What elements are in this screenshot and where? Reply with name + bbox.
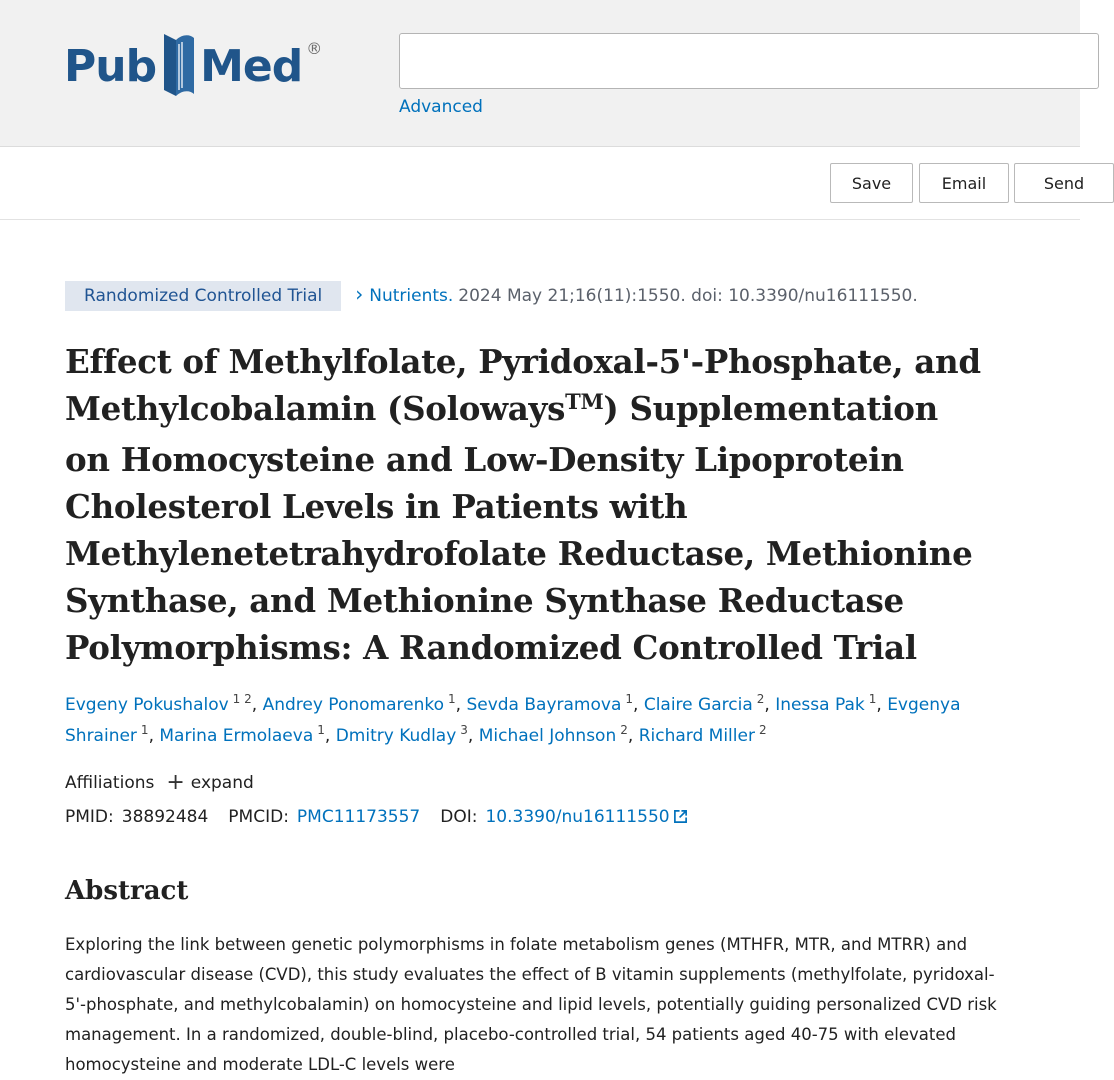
author-link[interactable]: Dmitry Kudlay: [335, 726, 457, 746]
pmid-value: 38892484: [121, 807, 209, 827]
logo-wordmark: [64, 30, 321, 102]
author-link[interactable]: Marina Ermolaeva: [159, 726, 314, 746]
email-button[interactable]: Email: [919, 163, 1009, 203]
author-link[interactable]: Claire Garcia: [643, 695, 753, 715]
pmcid-label: PMCID:: [228, 807, 289, 827]
abstract-text: Exploring the link between genetic polymorphisms in folate metabolism genes (MTHFR, MTR, and MTRR) and cardiovascular disease (CVD), this study evaluates the effect of B vitamin supplements (methylfolate, pyridoxal-5'-phosphate, and methylcobalamin) on homocysteine and lipid levels, potentially guiding personalized CVD risk management. In a randomized, double-blind, placebo-controlled trial, 54 patients aged 40-75 with elevated homocysteine and moderate LDL-C levels were: [65, 935, 997, 1074]
doi-label: DOI:: [440, 807, 478, 827]
save-button[interactable]: Save: [830, 163, 913, 203]
author-separator: ,: [627, 726, 634, 746]
authors-list: [65, 690, 1025, 752]
author-separator: ,: [324, 726, 331, 746]
title-part-2: ) Supplementation on Homocysteine and Low-Density Lipoprotein Cholesterol Levels in Patients with Methylenetetrahydrofolate Reductase, Methionine Synthase, and Methionine Synthase Reductase Polymorphisms: A Randomized Controlled Trial: [65, 389, 973, 667]
affiliation-number[interactable]: 2: [758, 723, 767, 737]
book-icon: [158, 30, 198, 102]
affiliation-number[interactable]: 1: [868, 692, 877, 706]
affiliation-number[interactable]: 1: [448, 692, 456, 706]
logo-text-med: Med: [200, 40, 303, 92]
author-separator: ,: [148, 726, 154, 746]
abstract-heading: Abstract: [65, 876, 189, 906]
article-title: [65, 338, 985, 671]
citation-details: 2024 May 21;16(11):1550. doi: 10.3390/nu16111550.: [458, 286, 918, 306]
author-link[interactable]: Evgeny Pokushalov: [65, 695, 229, 715]
journal-link[interactable]: Nutrients.: [369, 286, 454, 306]
chevron-right-icon[interactable]: ›: [355, 282, 364, 306]
publication-type-badge[interactable]: Randomized Controlled Trial: [65, 281, 341, 311]
affiliation-number[interactable]: 1: [625, 692, 634, 706]
citation-row: [65, 281, 918, 311]
author-link[interactable]: Inessa Pak: [775, 695, 865, 715]
author-link[interactable]: Michael Johnson: [478, 726, 617, 746]
plus-icon: +: [166, 770, 185, 795]
registered-mark: ®: [306, 38, 322, 58]
pubmed-logo[interactable]: [64, 26, 321, 106]
affiliations-label: Affiliations: [65, 773, 155, 793]
doi-link[interactable]: [485, 807, 687, 827]
author-separator: ,: [876, 695, 882, 715]
title-part-1: Effect of Methylfolate, Pyridoxal-5'-Phosphate, and Methylcobalamin (Soloways: [65, 342, 981, 428]
author-separator: ,: [467, 726, 474, 746]
site-header: [0, 0, 1080, 147]
affiliation-number[interactable]: 3: [460, 723, 468, 737]
affiliation-number[interactable]: 1 2: [232, 692, 252, 706]
author-separator: ,: [764, 695, 770, 715]
author-separator: ,: [251, 695, 258, 715]
trademark-superscript: TM: [565, 389, 604, 414]
identifiers-row: [65, 807, 688, 827]
search-input[interactable]: [399, 33, 1099, 89]
doi-value: 10.3390/nu16111550: [485, 807, 670, 827]
author-separator: ,: [633, 695, 639, 715]
author-link[interactable]: Richard Miller: [638, 726, 755, 746]
send-to-button[interactable]: Send: [1014, 163, 1114, 203]
pmid-label: PMID:: [65, 807, 114, 827]
actions-bar: [0, 148, 1085, 220]
advanced-search-link[interactable]: Advanced: [399, 97, 483, 117]
affiliation-number[interactable]: 2: [620, 723, 628, 737]
pmcid-link[interactable]: PMC11173557: [296, 807, 421, 827]
author-link[interactable]: Andrey Ponomarenko: [262, 695, 444, 715]
author-separator: ,: [455, 695, 462, 715]
author-link[interactable]: Sevda Bayramova: [466, 695, 622, 715]
logo-text-pub: Pub: [64, 40, 157, 92]
affiliation-number[interactable]: 1: [317, 723, 325, 737]
affiliation-number[interactable]: 1: [140, 723, 149, 737]
external-link-icon: [673, 809, 688, 824]
affiliation-number[interactable]: 2: [756, 692, 765, 706]
expand-label: expand: [190, 773, 254, 793]
affiliations-toggle[interactable]: [65, 772, 254, 794]
author-link[interactable]: Evgenya Shrainer: [65, 695, 961, 746]
